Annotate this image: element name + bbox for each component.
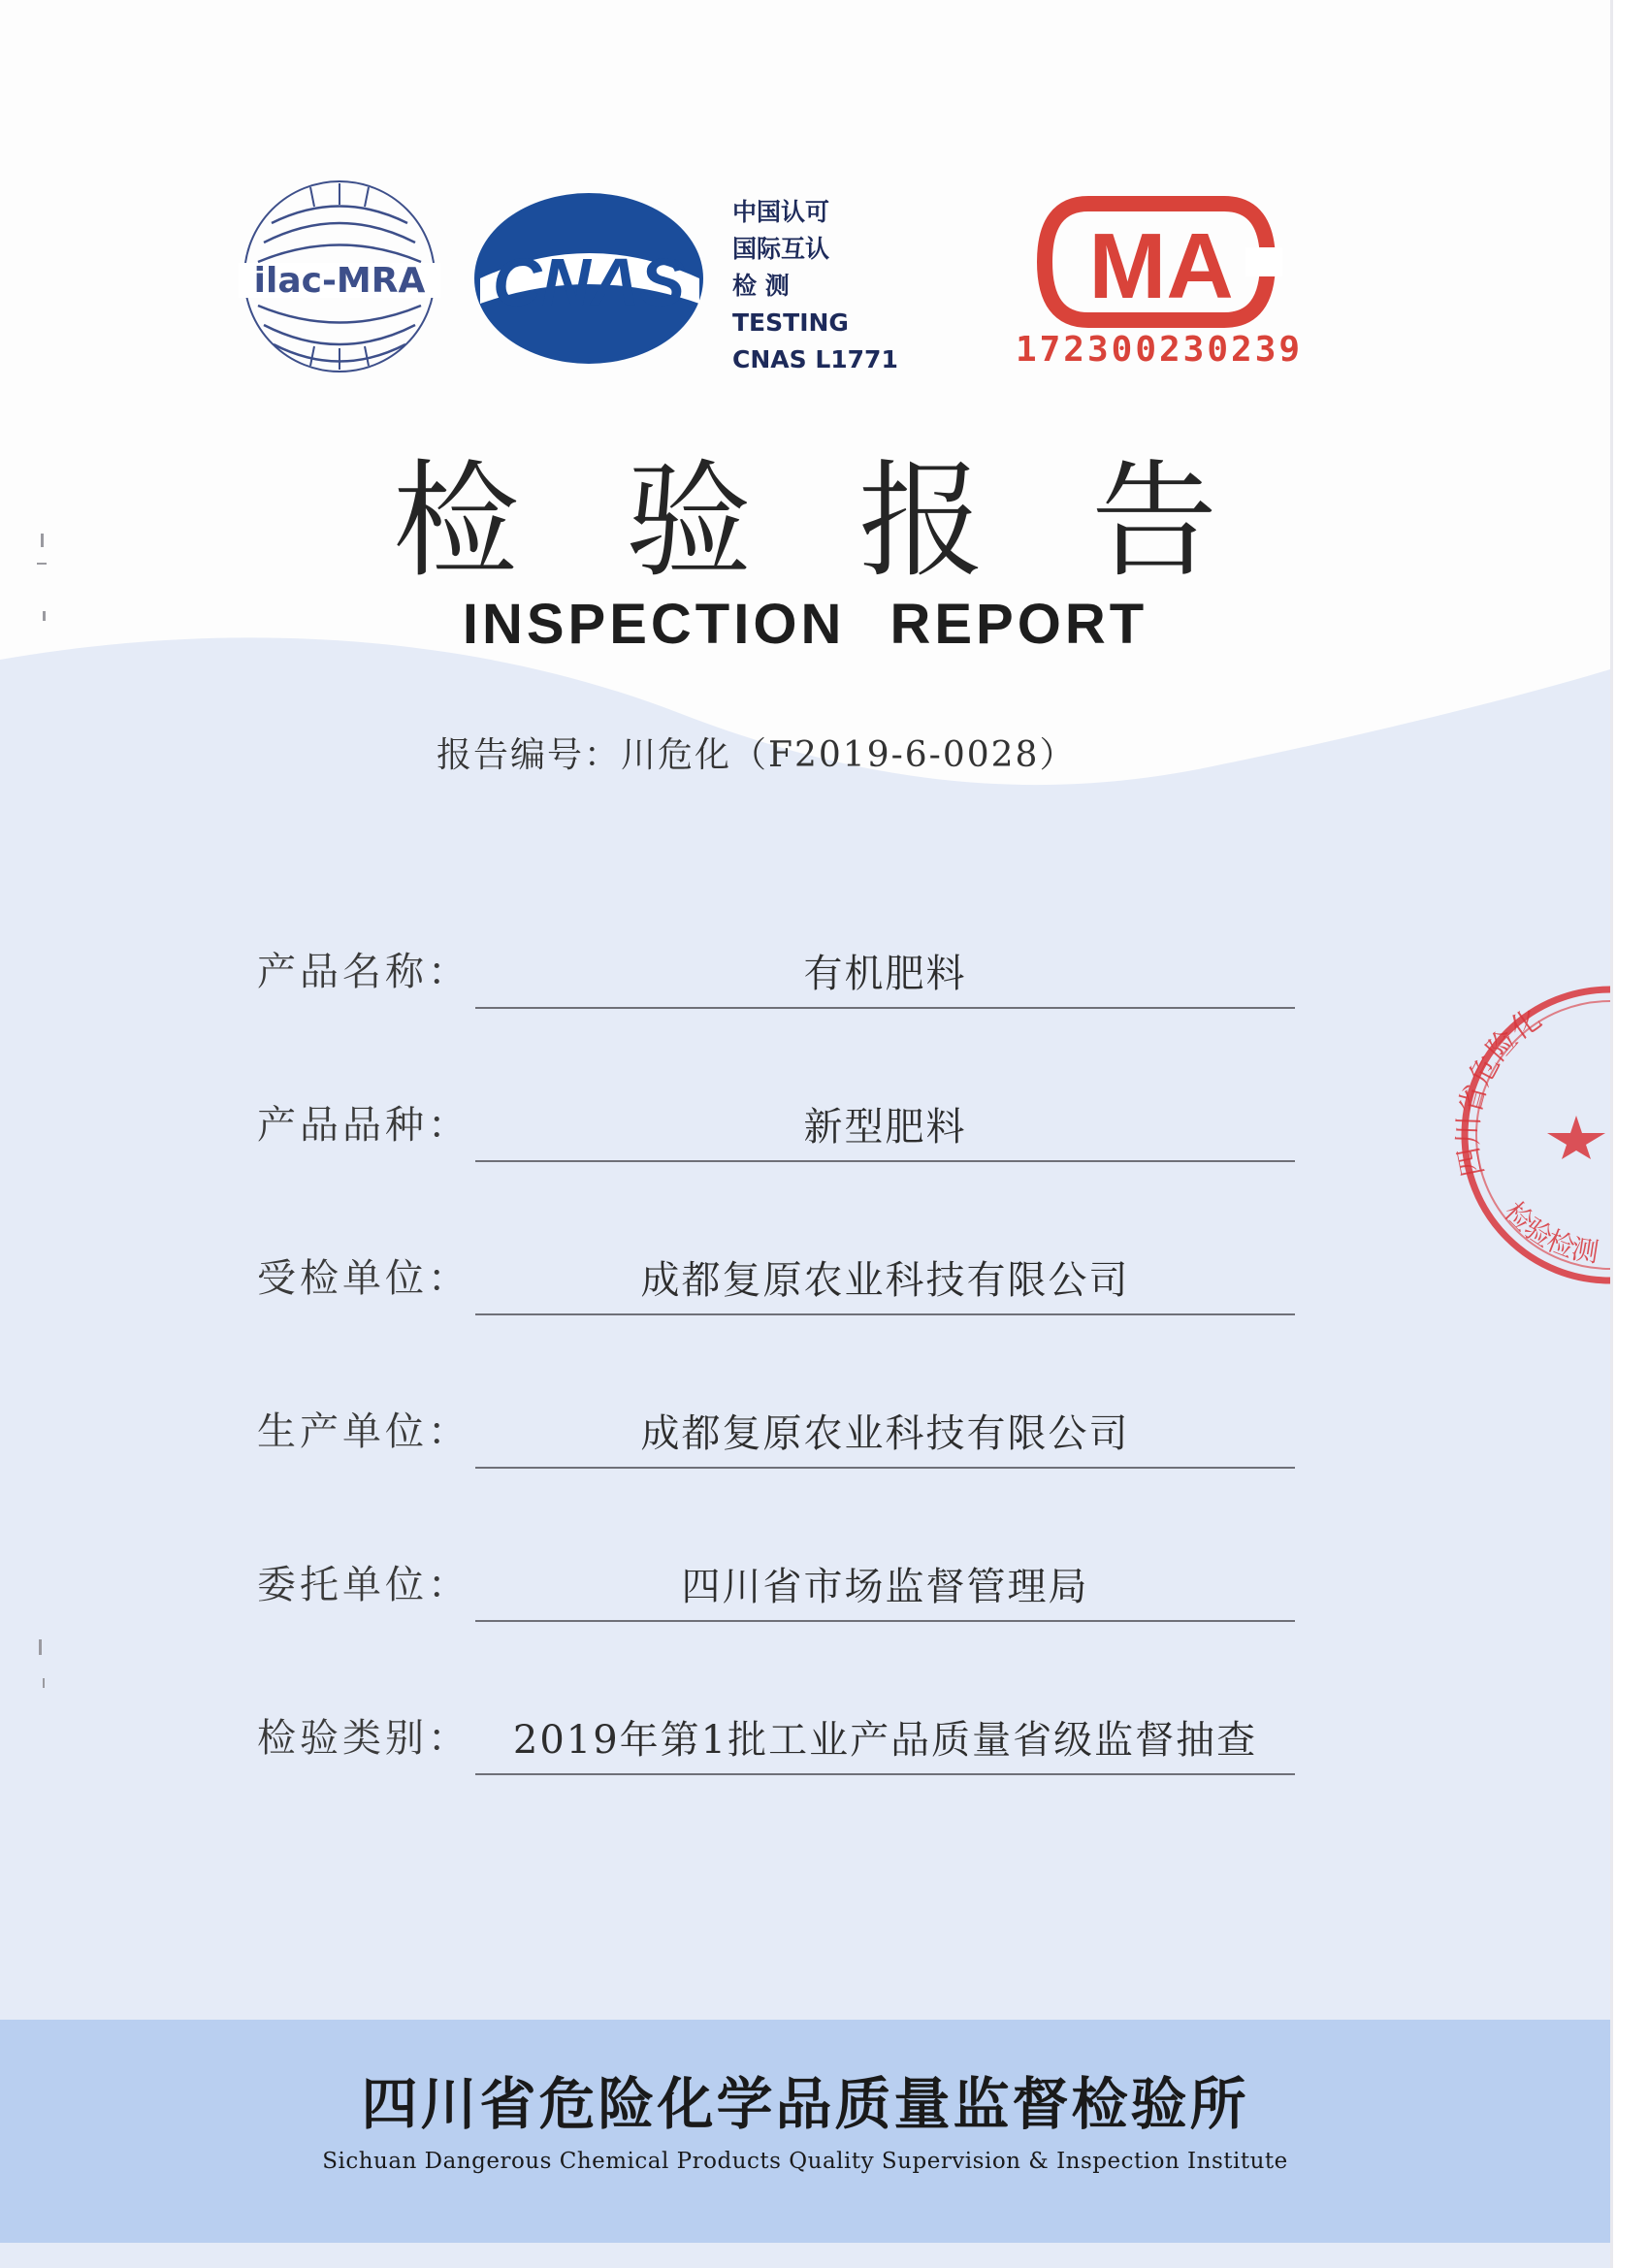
cnas-line-2: 国际互认 — [732, 235, 830, 263]
field-underline — [475, 1773, 1295, 1775]
field-inspected-unit — [257, 1238, 1305, 1391]
field-value: 成都复原农业科技有限公司 — [640, 1411, 1130, 1456]
field-label: 受检单位： — [257, 1256, 470, 1301]
svg-text:检验检测: 检验检测 — [1498, 1195, 1601, 1269]
field-underline — [475, 1160, 1295, 1162]
field-underline — [475, 1007, 1295, 1009]
institute-name-english: Sichuan Dangerous Chemical Products Quality Supervision & Inspection Institute — [322, 2149, 1288, 2174]
field-value: 新型肥料 — [803, 1105, 967, 1150]
svg-text:MA: MA — [1088, 214, 1234, 318]
field-value: 成都复原农业科技有限公司 — [640, 1258, 1130, 1303]
field-label: 产品名称： — [257, 950, 470, 994]
ilac-mra-logo — [233, 170, 446, 383]
accreditation-logos — [0, 146, 1610, 378]
field-underline — [475, 1467, 1295, 1469]
report-number: 报告编号：川危化（F2019-6-0028） — [436, 735, 1077, 775]
cnas-line-1: 中国认可 — [732, 198, 830, 226]
field-label: 委托单位： — [257, 1563, 470, 1607]
institute-name-chinese: 四川省危险化学品质量监督检验所 — [361, 2071, 1249, 2137]
scan-specks — [29, 524, 68, 1785]
field-inspection-type — [257, 1698, 1305, 1851]
cma-certificate-number: 172300230239 — [1015, 330, 1304, 370]
field-label: 检验类别： — [257, 1716, 470, 1761]
svg-text:ilac-MRA: ilac-MRA — [253, 261, 426, 301]
report-fields — [257, 931, 1305, 1851]
cnas-line-5: CNAS L1771 — [732, 345, 898, 373]
report-title-english: INSPECTION REPORT — [462, 593, 1148, 656]
field-underline — [475, 1313, 1295, 1315]
field-product-name — [257, 931, 1305, 1085]
cnas-logo — [470, 189, 708, 369]
cma-logo — [1030, 179, 1282, 344]
svg-text:四川省危险化: 四川省危险化 — [1451, 1001, 1548, 1180]
cnas-line-4: TESTING — [732, 308, 849, 337]
cnas-accreditation-text — [732, 194, 926, 378]
field-value: 四川省市场监督管理局 — [681, 1565, 1089, 1609]
field-entrusting-unit — [257, 1544, 1305, 1698]
cnas-line-3: 检 测 — [732, 272, 790, 300]
field-value: 2019年第1批工业产品质量省级监督抽查 — [512, 1718, 1258, 1763]
svg-text:CNAS: CNAS — [492, 244, 686, 320]
field-manufacturer — [257, 1391, 1305, 1544]
field-value: 有机肥料 — [803, 952, 967, 996]
field-product-variety — [257, 1085, 1305, 1238]
field-label: 产品品种： — [257, 1103, 470, 1148]
official-seal — [1445, 970, 1610, 1300]
field-label: 生产单位： — [257, 1409, 470, 1454]
report-title-chinese: 检验报告 — [392, 447, 1324, 595]
field-underline — [475, 1620, 1295, 1622]
